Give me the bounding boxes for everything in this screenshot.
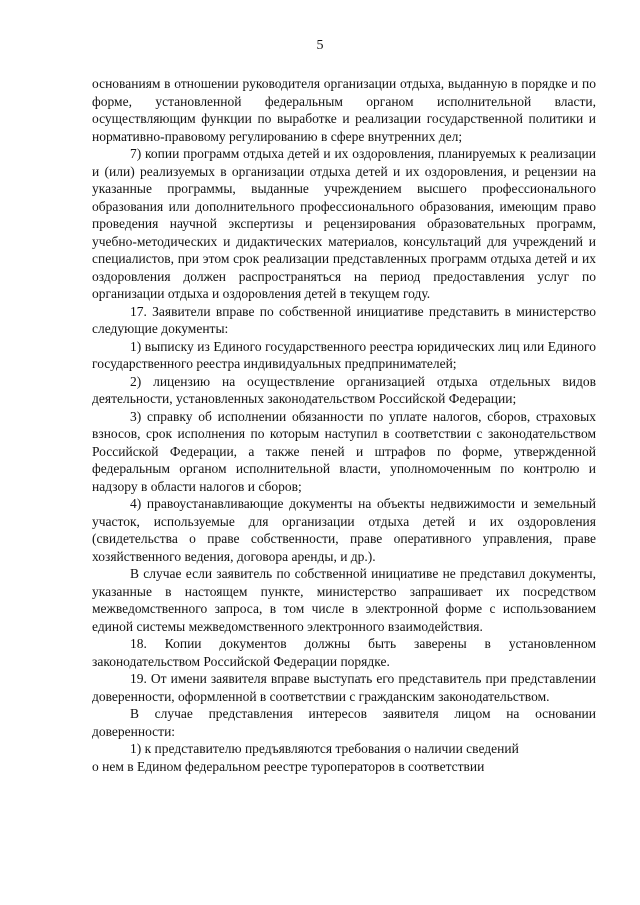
paragraph: 3) справку об исполнении обязанности по уплате налогов, сборов, страховых взносов, срок исполнения по которым наступил в соответствии с законодательством Российской Федерации, а также пеней и штрафов по форме, утвержденной федеральным органом исполнительной власти, уполномоченным по контролю и надзору в области налогов и сборов; [92, 408, 596, 494]
paragraph: 17. Заявители вправе по собственной инициативе представить в министерство следующие документы: [92, 303, 596, 336]
paragraph: В случае если заявитель по собственной инициативе не представил документы, указанные в настоящем пункте, министерство запрашивает их посредством межведомственного запроса, в том числе в электронной форме с использованием единой системы межведомственного электронного взаимодействия. [92, 566, 596, 634]
document-body [92, 75, 596, 775]
paragraph: 2) лицензию на осуществление организацией отдыха отдельных видов деятельности, установленных законодательством Российской Федерации; [92, 373, 596, 406]
paragraph: 1) выписку из Единого государственного реестра юридических лиц или Единого государственного реестра индивидуальных предпринимателей; [92, 338, 596, 371]
paragraph: 4) правоустанавливающие документы на объекты недвижимости и земельный участок, используемые для организации отдыха детей и их оздоровления (свидетельства о праве собственности, праве оперативного управления, праве хозяйственного ведения, договора аренды, и др.). [92, 496, 596, 564]
paragraph: 1) к представителю предъявляются требования о наличии сведений [130, 741, 519, 756]
page-number: 5 [316, 38, 324, 53]
paragraph: 7) копии программ отдыха детей и их оздоровления, планируемых к реализации и (или) реализуемых в организации отдыха детей и их оздоровления, и рецензии на указанные программы, выданные учреждением высшего профессионального образования или дополнительного профессионального образования, имеющим право проведения научной экспертизы и рецензирования образовательных программ, учебно-методических и дидактических материалов, консультаций для учреждений и специалистов, при этом срок реализации представленных программ отдыха детей и их оздоровления должен распространяться на период предоставления услуг по организации отдыха и оздоровления детей в текущем году. [92, 146, 596, 301]
paragraph: В случае представления интересов заявителя лицом на основании доверенности: [92, 706, 596, 739]
paragraph: 19. От имени заявителя вправе выступать его представитель при представлении доверенности, оформленной в соответствии с гражданским законодательством. [92, 671, 596, 704]
paragraph: о нем в Едином федеральном реестре туроператоров в соответствии [92, 758, 485, 774]
paragraph: основаниям в отношении руководителя организации отдыха, выданную в порядке и по форме, установленной федеральным органом исполнительной власти, осуществляющим функции по выработке и реализации государственной политики и нормативно-правовому регулированию в сфере внутренних дел; [92, 76, 596, 144]
paragraph: 18. Копии документов должны быть заверены в установленном законодательством Российской Федерации порядке. [92, 636, 596, 669]
